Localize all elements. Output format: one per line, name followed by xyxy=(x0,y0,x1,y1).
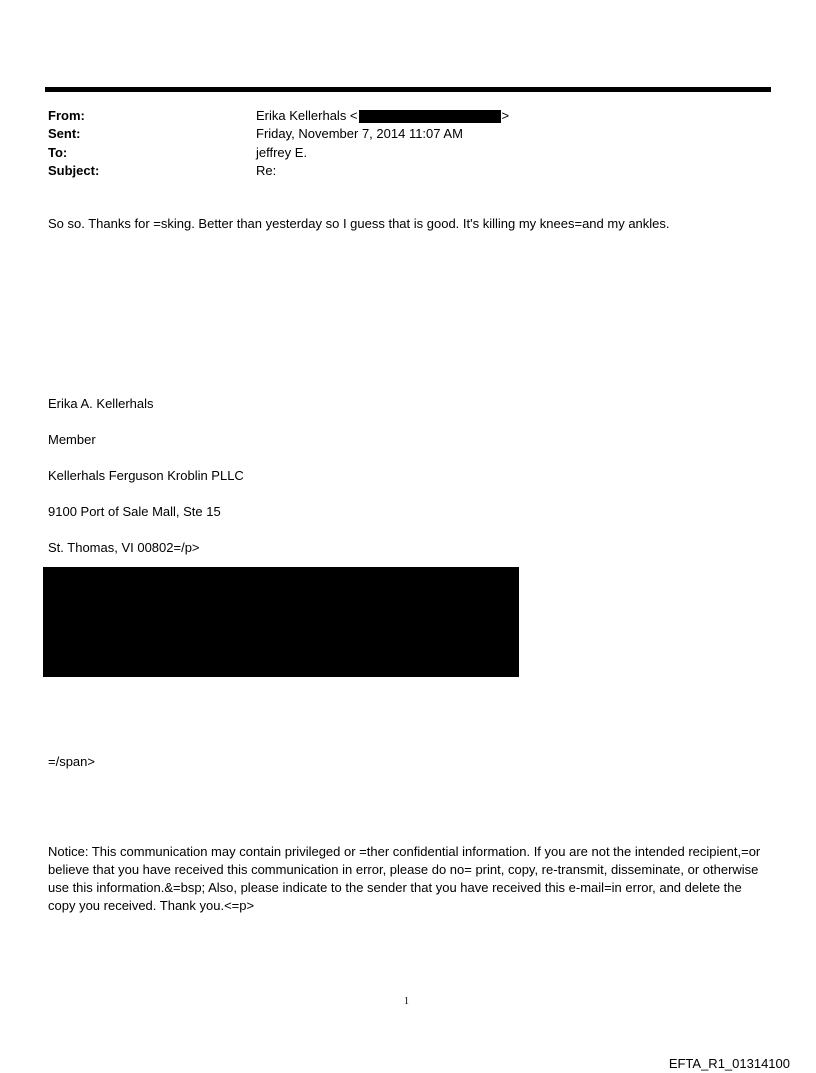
signature-address-line1: 9100 Port of Sale Mall, Ste 15 xyxy=(48,504,221,519)
header-rule xyxy=(45,87,771,92)
subject-label: Subject: xyxy=(48,163,100,178)
page-number: 1 xyxy=(404,996,409,1007)
from-value xyxy=(256,108,509,124)
sent-value: Friday, November 7, 2014 11:07 AM xyxy=(256,126,463,141)
from-label: From: xyxy=(48,108,85,123)
document-id: EFTA_R1_01314100 xyxy=(668,1056,790,1071)
from-close: > xyxy=(501,108,510,123)
signature-name: Erika A. Kellerhals xyxy=(48,396,154,411)
to-value: jeffrey E. xyxy=(256,145,308,160)
signature-firm: Kellerhals Ferguson Kroblin PLLC xyxy=(48,468,244,483)
signature-title: Member xyxy=(48,432,96,447)
confidentiality-notice: Notice: This communication may contain privileged or =ther confidential information. If you are not the intended recipient,=or believe that you have received this communication in error, please do no= print, copy, re-transmit, disseminate, or otherwise use this information.&=bsp; Also, please indicate to the sender that you have received this e-mail=in error, and delete the copy you received. Thank you.<=p> xyxy=(48,844,761,913)
to-label: To: xyxy=(48,145,68,160)
sent-label: Sent: xyxy=(48,126,81,141)
redacted-email xyxy=(359,110,501,123)
message-body: So so. Thanks for =sking. Better than yesterday so I guess that is good. It's killing my knees=and my ankles. xyxy=(48,216,670,231)
from-name: Erika Kellerhals < xyxy=(256,108,358,123)
signature-address-line2: St. Thomas, VI 00802=/p> xyxy=(48,540,200,555)
span-artifact: =/span> xyxy=(48,754,95,769)
redacted-block xyxy=(43,567,519,677)
subject-value: Re: xyxy=(256,163,277,178)
